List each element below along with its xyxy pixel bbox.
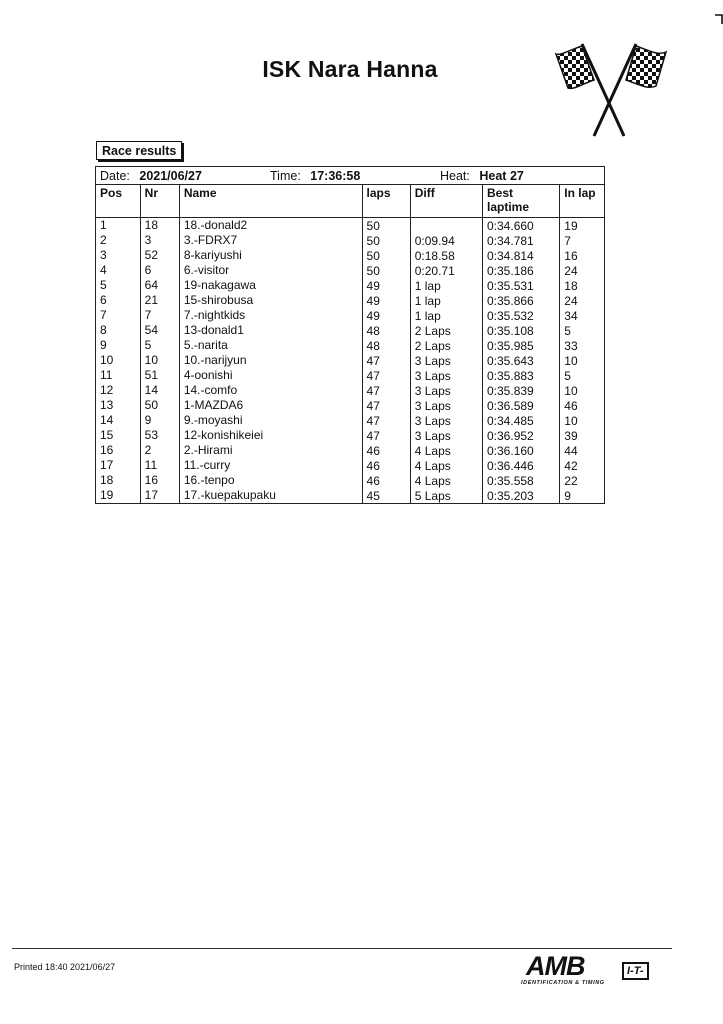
- cell-laps: 46: [362, 458, 410, 473]
- cell-diff: 3 Laps: [410, 383, 482, 398]
- cell-nr: 9: [140, 413, 179, 428]
- cell-diff: 2 Laps: [410, 338, 482, 353]
- cell-best: 0:36.446: [483, 458, 560, 473]
- cell-inlap: 10: [560, 353, 604, 368]
- cell-nr: 5: [140, 338, 179, 353]
- cell-laps: 49: [362, 293, 410, 308]
- cell-nr: 21: [140, 293, 179, 308]
- cell-diff: 1 lap: [410, 308, 482, 323]
- cell-diff: [410, 218, 482, 234]
- cell-best: 0:35.839: [483, 383, 560, 398]
- logo-subtitle: IDENTIFICATION & TIMING: [521, 980, 605, 986]
- table-row: [96, 278, 604, 293]
- cell-diff: 3 Laps: [410, 353, 482, 368]
- cell-inlap: 34: [560, 308, 604, 323]
- cell-name: 17.-kuepakupaku: [179, 488, 362, 503]
- cell-laps: 49: [362, 278, 410, 293]
- logo-box-text: I-T-: [622, 962, 649, 980]
- cell-diff: 4 Laps: [410, 443, 482, 458]
- table-row: [96, 323, 604, 338]
- heat-value: Heat 27: [479, 168, 524, 183]
- cell-best: 0:35.883: [483, 368, 560, 383]
- cell-pos: 16: [100, 443, 114, 457]
- cell-inlap: 18: [560, 278, 604, 293]
- cell-inlap: 42: [560, 458, 604, 473]
- cell-diff: 2 Laps: [410, 323, 482, 338]
- checkered-flags-icon: [552, 36, 672, 140]
- table-row: [96, 428, 604, 443]
- cell-pos: 13: [100, 398, 114, 412]
- table-row: [96, 338, 604, 353]
- cell-laps: 48: [362, 323, 410, 338]
- cell-diff: 1 lap: [410, 278, 482, 293]
- cell-nr: 51: [140, 368, 179, 383]
- cell-pos: 1: [100, 218, 107, 232]
- cell-best: 0:36.160: [483, 443, 560, 458]
- table-row: [96, 413, 604, 428]
- cell-inlap: 24: [560, 293, 604, 308]
- cell-best: 0:35.108: [483, 323, 560, 338]
- cell-pos: 14: [100, 413, 114, 427]
- cell-pos: 19: [100, 488, 114, 502]
- table-row: [96, 473, 604, 488]
- cell-nr: 52: [140, 248, 179, 263]
- cell-pos: 5: [100, 278, 107, 292]
- corner-mark-icon: [715, 14, 723, 24]
- table-row: [96, 368, 604, 383]
- table-row: [96, 353, 604, 368]
- cell-pos: 17: [100, 458, 114, 472]
- cell-name: 16.-tenpo: [179, 473, 362, 488]
- results-table: [96, 185, 604, 503]
- cell-laps: 48: [362, 338, 410, 353]
- cell-pos: 6: [100, 293, 107, 307]
- col-header-nr: Nr: [140, 185, 179, 218]
- cell-laps: 50: [362, 233, 410, 248]
- cell-pos: 18: [100, 473, 114, 487]
- cell-best: 0:34.814: [483, 248, 560, 263]
- cell-name: 4-oonishi: [179, 368, 362, 383]
- cell-nr: 53: [140, 428, 179, 443]
- cell-diff: 3 Laps: [410, 413, 482, 428]
- table-row: [96, 248, 604, 263]
- results-body: [96, 218, 604, 504]
- date-value: 2021/06/27: [139, 168, 202, 183]
- table-row: [96, 458, 604, 473]
- page-title: ISK Nara Hanna: [262, 56, 438, 82]
- cell-inlap: 44: [560, 443, 604, 458]
- cell-diff: 0:09.94: [410, 233, 482, 248]
- table-row: [96, 293, 604, 308]
- table-row: [96, 233, 604, 248]
- table-row: [96, 218, 604, 234]
- cell-best: 0:35.532: [483, 308, 560, 323]
- cell-name: 12-konishikeiei: [179, 428, 362, 443]
- cell-laps: 49: [362, 308, 410, 323]
- cell-name: 19-nakagawa: [179, 278, 362, 293]
- cell-diff: 3 Laps: [410, 428, 482, 443]
- cell-laps: 47: [362, 398, 410, 413]
- cell-nr: 14: [140, 383, 179, 398]
- cell-inlap: 22: [560, 473, 604, 488]
- cell-diff: 3 Laps: [410, 398, 482, 413]
- cell-name: 3.-FDRX7: [179, 233, 362, 248]
- cell-best: 0:34.485: [483, 413, 560, 428]
- cell-best: 0:35.866: [483, 293, 560, 308]
- cell-pos: 12: [100, 383, 114, 397]
- cell-pos: 15: [100, 428, 114, 442]
- table-row: [96, 488, 604, 503]
- col-header-best-laptime: Best laptime: [483, 185, 560, 218]
- cell-best: 0:35.531: [483, 278, 560, 293]
- cell-diff: 0:20.71: [410, 263, 482, 278]
- cell-laps: 46: [362, 473, 410, 488]
- cell-name: 14.-comfo: [179, 383, 362, 398]
- cell-inlap: 7: [560, 233, 604, 248]
- col-header-name: Name: [179, 185, 362, 218]
- cell-name: 10.-narijyun: [179, 353, 362, 368]
- cell-laps: 50: [362, 218, 410, 234]
- cell-best: 0:36.589: [483, 398, 560, 413]
- cell-nr: 64: [140, 278, 179, 293]
- cell-best: 0:34.660: [483, 218, 560, 234]
- time-value: 17:36:58: [310, 168, 361, 183]
- cell-diff: 1 lap: [410, 293, 482, 308]
- cell-nr: 10: [140, 353, 179, 368]
- cell-inlap: 10: [560, 383, 604, 398]
- table-row: [96, 398, 604, 413]
- cell-pos: 7: [100, 308, 107, 322]
- cell-inlap: 24: [560, 263, 604, 278]
- cell-name: 13-donald1: [179, 323, 362, 338]
- cell-diff: 4 Laps: [410, 458, 482, 473]
- cell-diff: 3 Laps: [410, 368, 482, 383]
- cell-name: 2.-Hirami: [179, 443, 362, 458]
- table-row: [96, 308, 604, 323]
- cell-nr: 17: [140, 488, 179, 503]
- cell-pos: 10: [100, 353, 114, 367]
- heat-label: Heat:: [440, 168, 470, 183]
- cell-name: 9.-moyashi: [179, 413, 362, 428]
- logo-main-text: AMB: [526, 951, 585, 981]
- cell-laps: 45: [362, 488, 410, 503]
- date-label: Date:: [100, 168, 130, 183]
- cell-name: 15-shirobusa: [179, 293, 362, 308]
- cell-name: 18.-donald2: [179, 218, 362, 234]
- cell-best: 0:35.203: [483, 488, 560, 503]
- cell-name: 11.-curry: [179, 458, 362, 473]
- results-table-frame: [95, 166, 605, 504]
- table-row: [96, 383, 604, 398]
- cell-best: 0:35.558: [483, 473, 560, 488]
- footer-divider: [12, 948, 672, 949]
- cell-laps: 47: [362, 428, 410, 443]
- heat-group: [440, 169, 524, 183]
- printed-timestamp: Printed 18:40 2021/06/27: [14, 962, 116, 972]
- cell-nr: 16: [140, 473, 179, 488]
- cell-laps: 50: [362, 248, 410, 263]
- race-results-badge: Race results: [96, 141, 182, 160]
- cell-laps: 47: [362, 368, 410, 383]
- cell-name: 1-MAZDA6: [179, 398, 362, 413]
- cell-best: 0:35.985: [483, 338, 560, 353]
- cell-best: 0:34.781: [483, 233, 560, 248]
- cell-best: 0:35.643: [483, 353, 560, 368]
- cell-nr: 7: [140, 308, 179, 323]
- cell-inlap: 9: [560, 488, 604, 503]
- cell-laps: 47: [362, 413, 410, 428]
- cell-inlap: 5: [560, 323, 604, 338]
- cell-inlap: 5: [560, 368, 604, 383]
- time-label: Time:: [270, 168, 301, 183]
- cell-inlap: 10: [560, 413, 604, 428]
- table-row: [96, 263, 604, 278]
- cell-pos: 3: [100, 248, 107, 262]
- cell-nr: 11: [140, 458, 179, 473]
- cell-diff: 4 Laps: [410, 473, 482, 488]
- time-group: [270, 169, 440, 183]
- cell-pos: 9: [100, 338, 107, 352]
- col-header-in-lap: In lap: [560, 185, 604, 218]
- cell-laps: 47: [362, 383, 410, 398]
- cell-inlap: 16: [560, 248, 604, 263]
- cell-pos: 4: [100, 263, 107, 277]
- cell-nr: 3: [140, 233, 179, 248]
- cell-inlap: 46: [560, 398, 604, 413]
- table-row: [96, 443, 604, 458]
- cell-diff: 0:18.58: [410, 248, 482, 263]
- cell-name: 6.-visitor: [179, 263, 362, 278]
- col-header-pos: Pos: [96, 185, 140, 218]
- cell-name: 5.-narita: [179, 338, 362, 353]
- cell-inlap: 19: [560, 218, 604, 234]
- cell-nr: 6: [140, 263, 179, 278]
- cell-laps: 46: [362, 443, 410, 458]
- cell-name: 7.-nightkids: [179, 308, 362, 323]
- cell-nr: 2: [140, 443, 179, 458]
- cell-pos: 8: [100, 323, 107, 337]
- race-info-bar: [96, 167, 604, 185]
- cell-inlap: 39: [560, 428, 604, 443]
- cell-diff: 5 Laps: [410, 488, 482, 503]
- cell-name: 8-kariyushi: [179, 248, 362, 263]
- col-header-diff: Diff: [410, 185, 482, 218]
- cell-inlap: 33: [560, 338, 604, 353]
- cell-laps: 50: [362, 263, 410, 278]
- cell-nr: 18: [140, 218, 179, 234]
- cell-pos: 11: [100, 368, 113, 382]
- date-group: [100, 169, 270, 183]
- cell-pos: 2: [100, 233, 107, 247]
- col-header-laps: laps: [362, 185, 410, 218]
- amb-logo: [518, 951, 668, 991]
- table-header-row: [96, 185, 604, 218]
- cell-best: 0:35.186: [483, 263, 560, 278]
- cell-laps: 47: [362, 353, 410, 368]
- cell-best: 0:36.952: [483, 428, 560, 443]
- cell-nr: 50: [140, 398, 179, 413]
- cell-nr: 54: [140, 323, 179, 338]
